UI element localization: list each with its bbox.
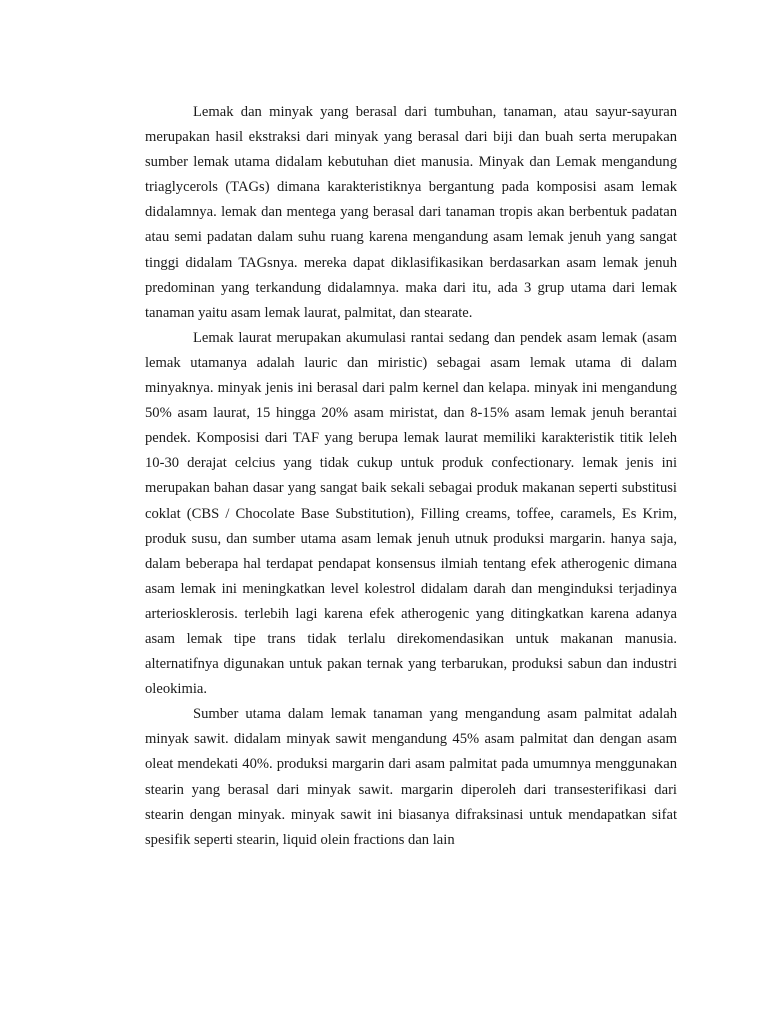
paragraph-1: Lemak dan minyak yang berasal dari tumbuhan, tanaman, atau sayur-sayuran merupakan hasil ekstraksi dari minyak yang berasal dari biji dan buah serta merupakan sumber lemak utama didalam kebutuhan diet manusia. Minyak dan Lemak mengandung triaglycerols (TAGs) dimana karakteristiknya bergantung pada komposisi asam lemak didalamnya. lemak dan mentega yang berasal dari tanaman tropis akan berbentuk padatan atau semi padatan dalam suhu ruang karena mengandung asam lemak jenuh yang sangat tinggi didalam TAGsnya. mereka dapat diklasifikasikan berdasarkan asam lemak jenuh predominan yang terkandung didalamnya. maka dari itu, ada 3 grup utama dari lemak tanaman yaitu asam lemak laurat, palmitat, dan stearate. bbox=[145, 104, 677, 321]
document-body bbox=[145, 100, 677, 853]
paragraph-3: Sumber utama dalam lemak tanaman yang mengandung asam palmitat adalah minyak sawit. didalam minyak sawit mengandung 45% asam palmitat dan dengan asam oleat mendekati 40%. produksi margarin dari asam palmitat pada umumnya menggunakan stearin yang berasal dari minyak sawit. margarin diperoleh dari transesterifikasi dari stearin dengan minyak. minyak sawit ini biasanya difraksinasi untuk mendapatkan sifat spesifik seperti stearin, liquid olein fractions dan lain bbox=[145, 706, 677, 848]
paragraph-2: Lemak laurat merupakan akumulasi rantai sedang dan pendek asam lemak (asam lemak utamanya adalah lauric dan miristic) sebagai asam lemak utama di dalam minyaknya. minyak jenis ini berasal dari palm kernel dan kelapa. minyak ini mengandung 50% asam laurat, 15 hingga 20% asam miristat, dan 8-15% asam lemak jenuh berantai pendek. Komposisi dari TAF yang berupa lemak laurat memiliki karakteristik titik leleh 10-30 derajat celcius yang tidak cukup untuk produk confectionary. lemak jenis ini merupakan bahan dasar yang sangat baik sekali sebagai produk makanan seperti substitusi coklat (CBS / Chocolate Base Substitution), Filling creams, toffee, caramels, Es Krim, produk susu, dan sumber utama asam lemak jenuh utnuk produksi margarin. hanya saja, dalam beberapa hal terdapat pendapat konsensus ilmiah tentang efek atherogenic dimana asam lemak ini meningkatkan level kolestrol didalam darah dan menginduksi terjadinya arteriosklerosis. terlebih lagi karena efek atherogenic yang ditingkatkan karena adanya asam lemak tipe trans tidak terlalu direkomendasikan untuk makanan manusia. alternatifnya digunakan untuk pakan ternak yang terbarukan, produksi sabun dan industri oleokimia. bbox=[145, 329, 677, 698]
